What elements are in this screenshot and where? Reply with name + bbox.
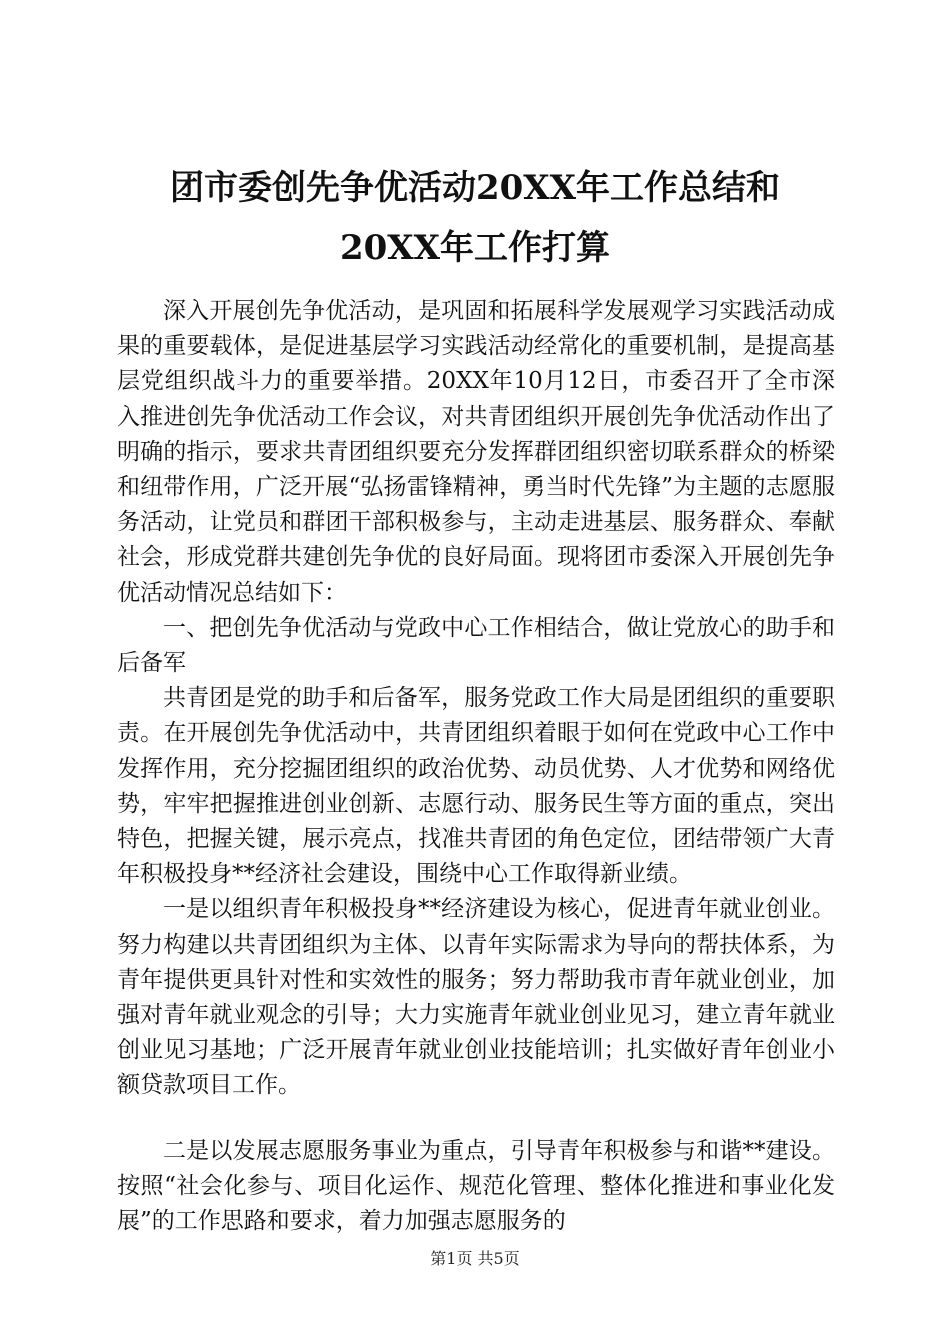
section-heading-1: 一、把创先争优活动与党政中心工作相结合，做让党放心的助手和后备军 (117, 614, 835, 677)
paragraph-point-1: 一是以组织青年积极投身**经济建设为核心，促进青年就业创业。努力构建以共青团组织为主体、以青年实际需求为导向的帮扶体系，为青年提供更具针对性和实效性的服务；努力帮助我市青年就业创业，加强对青年就业观念的引导；大力实施青年就业创业见习，建立青年就业创业见习基地；广泛开展青年就业创业技能培训；扎实做好青年创业小额贷款项目工作。 (117, 896, 835, 1099)
page-number-footer: 第1页 共5页 (430, 1249, 520, 1268)
paragraph-section-1: 共青团是党的助手和后备军，服务党政工作大局是团组织的重要职责。在开展创先争优活动中，共青团组织着眼于如何在党政中心工作中发挥作用，充分挖掘团组织的政治优势、动员优势、人才优势和网络优势，牢牢把握推进创业创新、志愿行动、服务民生等方面的重点，突出特色，把握关键，展示亮点，找准共青团的角色定位，团结带领广大青年积极投身**经济社会建设，围绕中心工作取得新业绩。 (117, 685, 835, 888)
document-body (117, 294, 835, 1239)
paragraph-intro: 深入开展创先争优活动，是巩固和拓展科学发展观学习实践活动成果的重要载体，是促进基层学习实践活动经常化的重要机制，是提高基层党组织战斗力的重要举措。20XX年10月12日，市委召开了全市深入推进创先争优活动工作会议，对共青团组织开展创先争优活动作出了明确的指示，要求共青团组织要充分发挥群团组织密切联系群众的桥梁和纽带作用，广泛开展“弘扬雷锋精神，勇当时代先锋”为主题的志愿服务活动，让党员和群团干部积极参与，主动走进基层、服务群众、奉献社会，形成党群共建创先争优的良好局面。现将团市委深入开展创先争优活动情况总结如下： (117, 298, 835, 606)
document-title: 团市委创先争优活动20XX年工作总结和20XX年工作打算 (169, 168, 781, 268)
paragraph-point-2: 二是以发展志愿服务事业为重点，引导青年积极参与和谐**建设。按照“社会化参与、项目化运作、规范化管理、整体化推进和事业化发展”的工作思路和要求，着力加强志愿服务的 (117, 1137, 835, 1235)
